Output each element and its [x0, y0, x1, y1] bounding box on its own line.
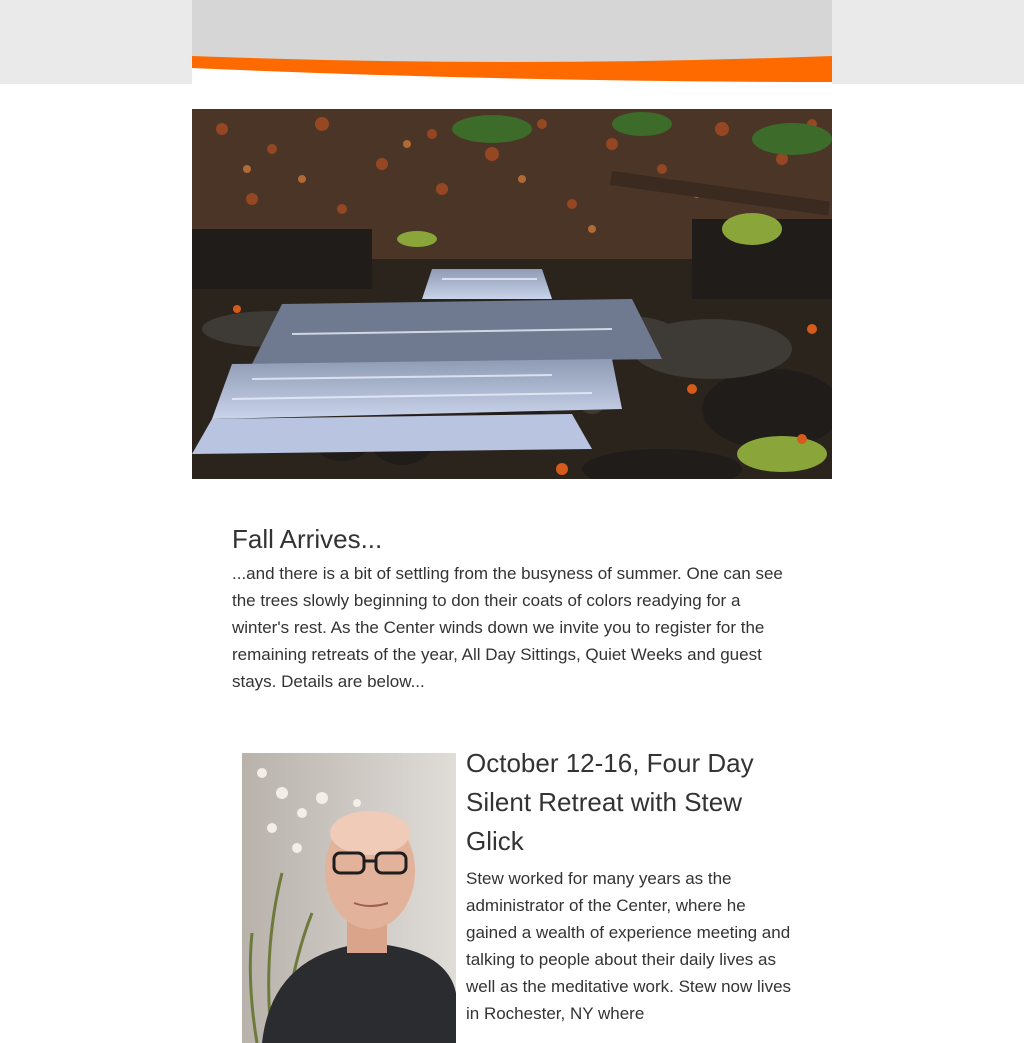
event-body: Stew worked for many years as the administrator of the Center, where he gained a wealth of experience meeting and talking to people about their daily lives as well as the meditative work. Stew now lives in Rochester, NY where	[466, 869, 792, 1023]
intro-section	[232, 522, 802, 695]
header-banner	[192, 0, 832, 84]
event-title: October 12-16, Four Day Silent Retreat with Stew Glick	[466, 748, 754, 856]
hero-image	[192, 109, 832, 479]
event-portrait-image	[242, 753, 456, 1043]
intro-body: ...and there is a bit of settling from the busyness of summer. One can see the trees slowly beginning to don their coats of colors readying for a winter's rest. As the Center winds down we invite you to register for the remaining retreats of the year, All Day Sittings, Quiet Weeks and guest stays. Details are below...	[232, 564, 783, 691]
intro-title: Fall Arrives...	[232, 524, 383, 554]
event-text-block	[466, 744, 796, 1027]
orange-swoosh-decoration	[192, 0, 832, 84]
